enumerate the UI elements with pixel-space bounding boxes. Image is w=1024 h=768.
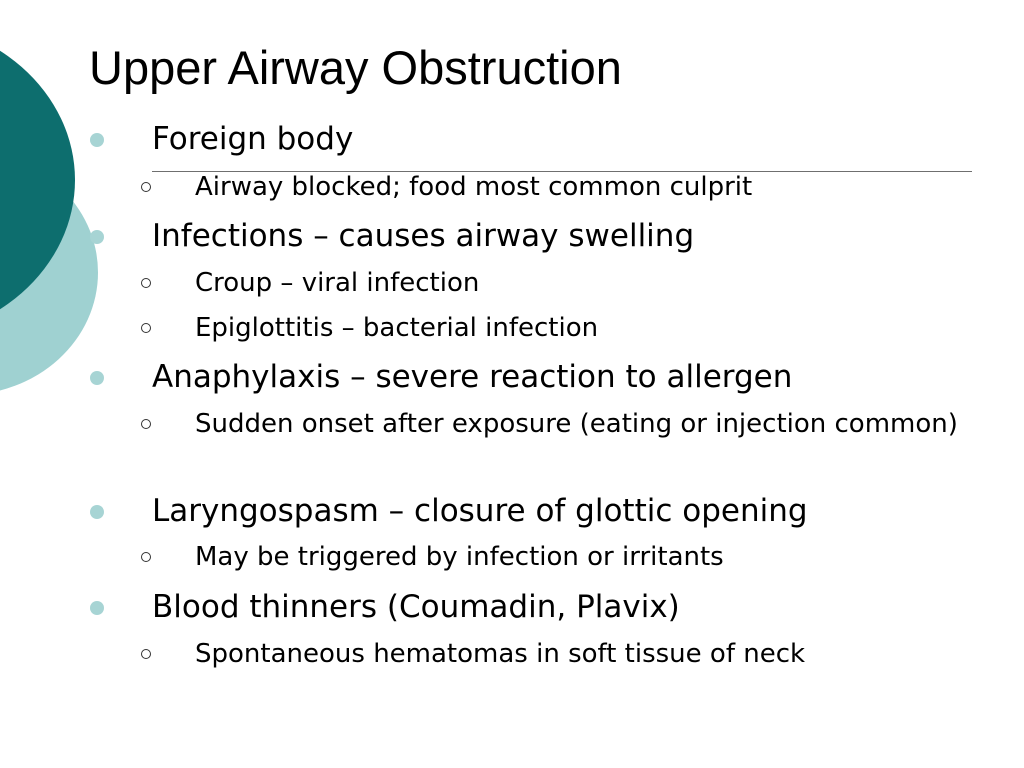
bullet-dot-icon — [90, 505, 104, 519]
bullet-ring-icon — [141, 552, 151, 562]
sub-bullet-text: Airway blocked; food most common culprit — [195, 172, 753, 202]
bullet-item — [152, 357, 982, 397]
sub-bullet-item — [195, 538, 985, 576]
bullet-ring-icon — [141, 182, 151, 192]
bullet-dot-icon — [90, 601, 104, 615]
bullet-dot-icon — [90, 230, 104, 244]
sub-bullet-item — [195, 309, 985, 347]
bullet-dot-icon — [90, 133, 104, 147]
slide-title: Upper Airway Obstruction — [89, 41, 622, 94]
bullet-text: Laryngospasm – closure of glottic opening — [152, 493, 808, 529]
sub-bullet-text: Spontaneous hematomas in soft tissue of neck — [195, 639, 806, 669]
bullet-item — [152, 491, 982, 531]
bullet-dot-icon — [90, 371, 104, 385]
bullet-ring-icon — [141, 419, 151, 429]
sub-bullet-text: Croup – viral infection — [195, 268, 480, 298]
sub-bullet-text: Epiglottitis – bacterial infection — [195, 313, 599, 343]
sub-bullet-item — [195, 264, 985, 302]
bullet-item — [152, 216, 982, 256]
sub-bullet-item — [195, 168, 985, 206]
sub-bullet-item — [195, 405, 985, 443]
bullet-ring-icon — [141, 323, 151, 333]
sub-bullet-text: Sudden onset after exposure (eating or injection common) — [195, 409, 958, 439]
bullet-text: Foreign body — [152, 121, 354, 157]
bullet-ring-icon — [141, 649, 151, 659]
sub-bullet-item — [195, 635, 985, 673]
bullet-text: Anaphylaxis – severe reaction to allergen — [152, 359, 793, 395]
bullet-item — [152, 587, 982, 627]
bullet-item — [152, 119, 982, 159]
bullet-ring-icon — [141, 278, 151, 288]
bullet-text: Blood thinners (Coumadin, Plavix) — [152, 589, 680, 625]
bullet-text: Infections – causes airway swelling — [152, 218, 695, 254]
sub-bullet-text: May be triggered by infection or irritants — [195, 542, 724, 572]
